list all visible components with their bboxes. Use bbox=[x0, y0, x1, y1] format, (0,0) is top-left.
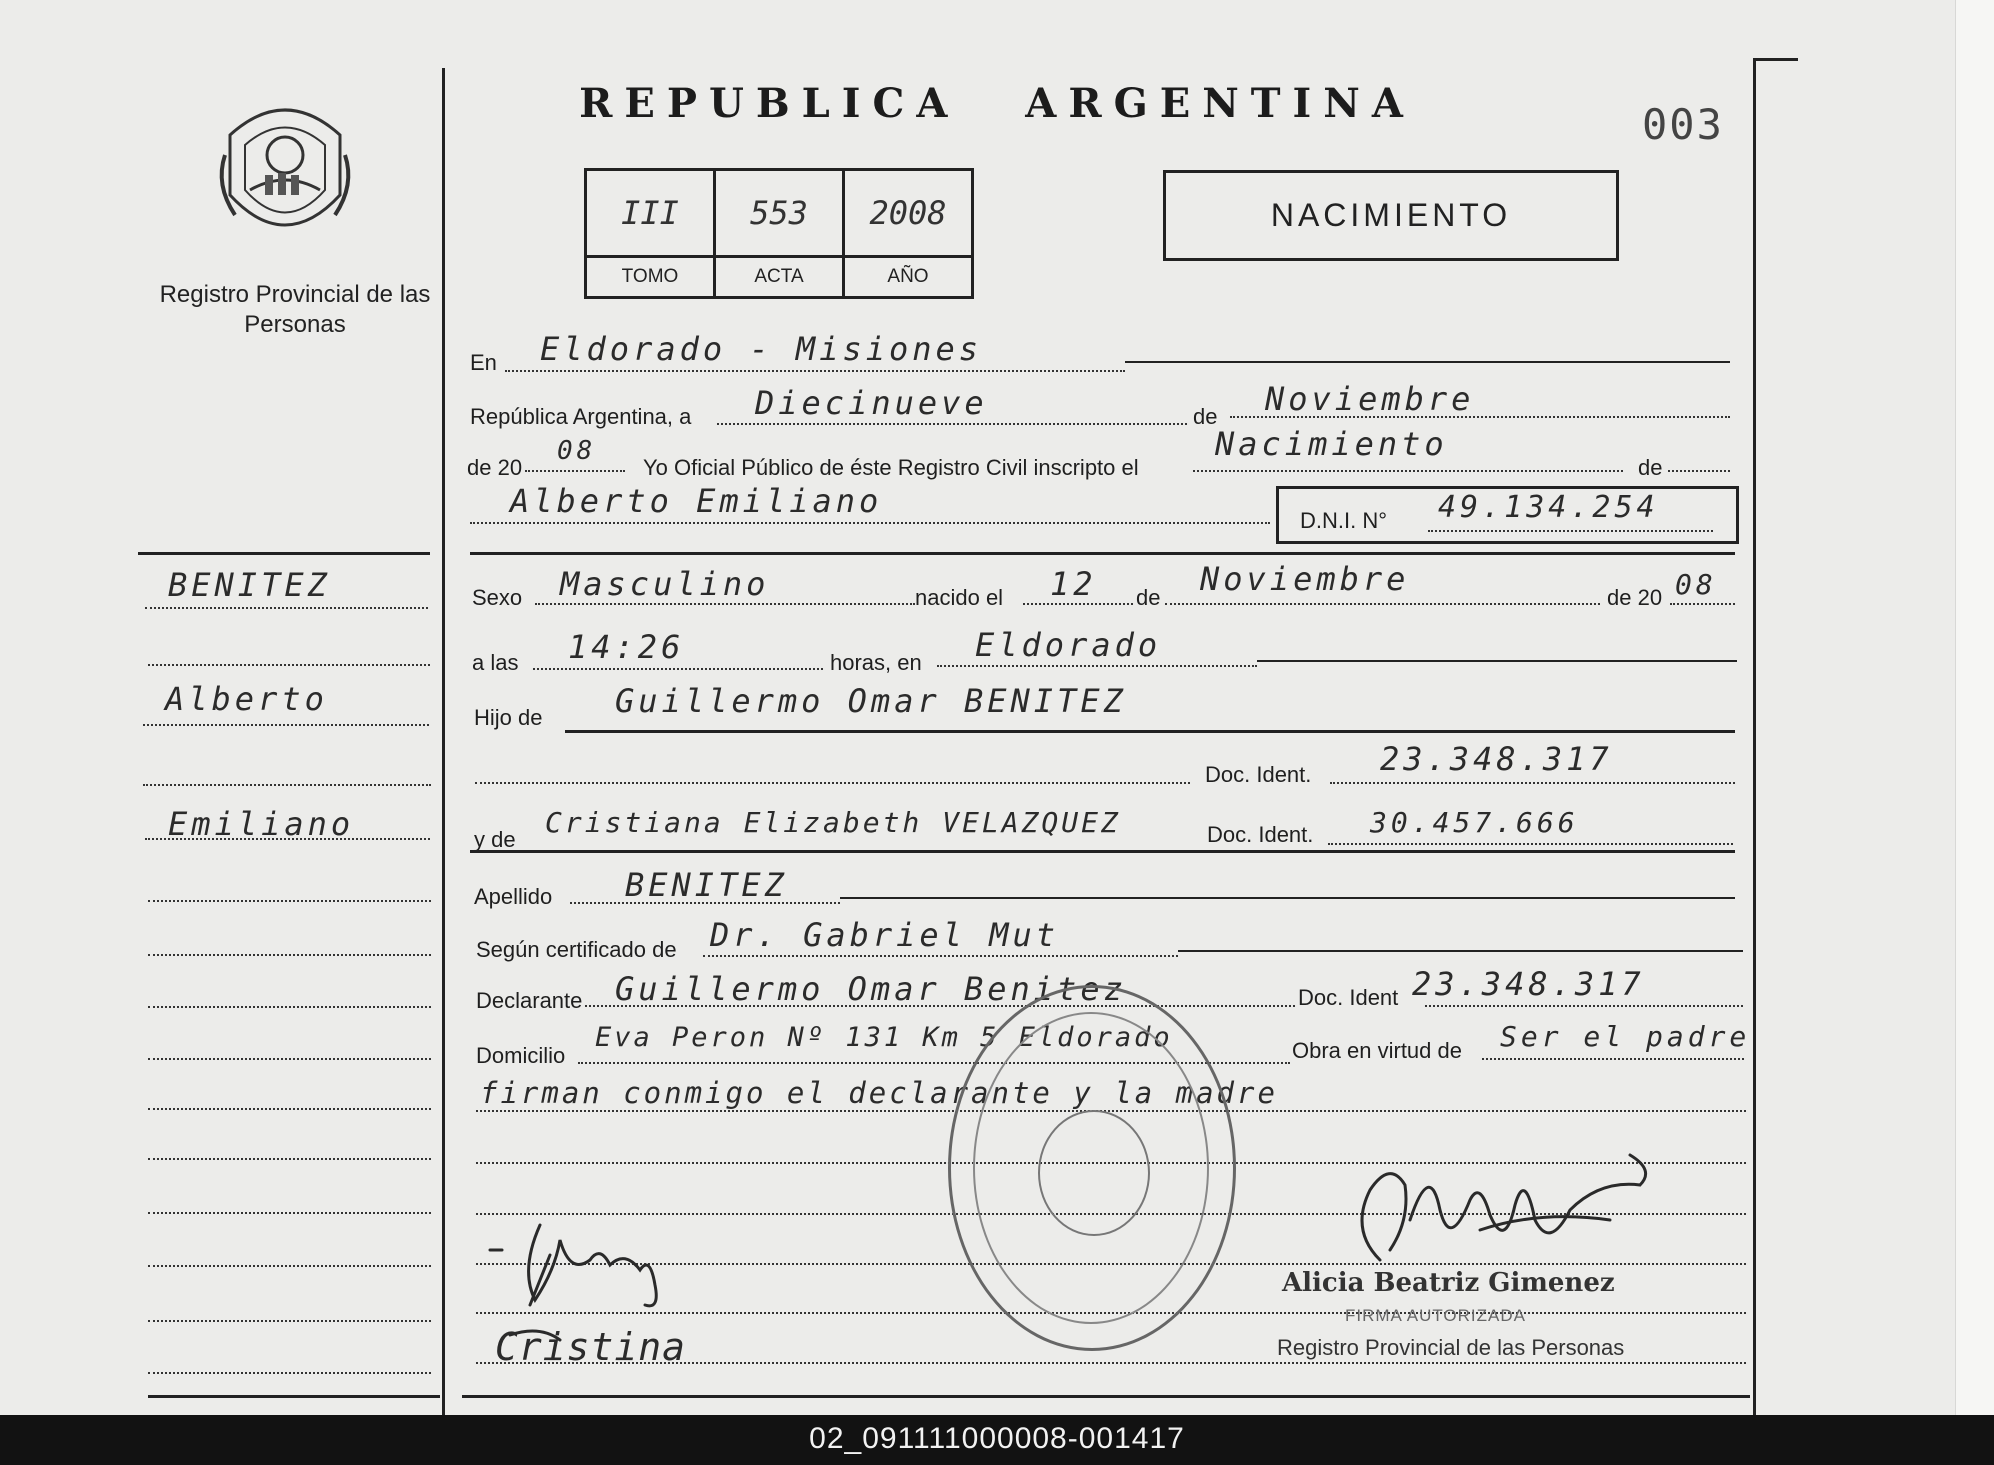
hand-declarante: Guillermo Omar Benitez bbox=[615, 970, 1127, 1008]
margin-line-5 bbox=[145, 838, 430, 840]
label-doc-ident-2: Doc. Ident. bbox=[1207, 822, 1314, 847]
hand-certificado: Dr. Gabriel Mut bbox=[710, 916, 1059, 954]
line-sexo bbox=[535, 603, 915, 605]
hand-madre: Cristiana Elizabeth VELAZQUEZ bbox=[545, 806, 1121, 839]
line-inscripcion bbox=[1193, 470, 1623, 472]
acta-reference-table bbox=[584, 168, 974, 299]
line-apellido-end bbox=[840, 897, 1735, 899]
line-mes-nac bbox=[1165, 603, 1600, 605]
margin-bottom-rule bbox=[148, 1395, 440, 1398]
label-de-20b: de 20 bbox=[1607, 585, 1663, 610]
line-madre bbox=[470, 850, 1735, 853]
hand-obra: Ser el padre bbox=[1500, 1020, 1751, 1053]
hand-doc-padre: 23.348.317 bbox=[1380, 740, 1613, 778]
line-obra bbox=[1482, 1058, 1744, 1060]
hand-lugar: Eldorado - Misiones bbox=[540, 330, 983, 368]
anio-value: 2008 bbox=[844, 170, 973, 257]
hand-dia-nac: 12 bbox=[1050, 565, 1097, 603]
hand-padre: Guillermo Omar BENITEZ bbox=[615, 682, 1127, 720]
hand-apellido: BENITEZ bbox=[625, 866, 788, 904]
form-bottom-rule bbox=[462, 1395, 1750, 1398]
label-hijo-de: Hijo de bbox=[474, 705, 543, 730]
label-de-3: de bbox=[1136, 585, 1161, 610]
hand-nota: firman conmigo el declarante y la madre bbox=[480, 1076, 1278, 1110]
title-word-2: ARGENTINA bbox=[1025, 80, 1415, 127]
margin-line-7 bbox=[148, 954, 431, 956]
margin-line-12 bbox=[148, 1212, 431, 1214]
margin-line-8 bbox=[148, 1006, 431, 1008]
header-rule bbox=[470, 552, 1735, 555]
margin-line-4 bbox=[143, 784, 431, 786]
line-lugar-nac bbox=[937, 665, 1257, 667]
margin-line-13 bbox=[148, 1265, 431, 1267]
official-role: FIRMA AUTORIZADA bbox=[1345, 1306, 1526, 1325]
label-republica: República Argentina, a bbox=[470, 404, 692, 429]
label-oficial: Yo Oficial Público de éste Registro Civil inscripto el bbox=[643, 455, 1139, 480]
line-certificado-end bbox=[1178, 950, 1743, 952]
sheet-number: 003 bbox=[1642, 100, 1724, 149]
margin-line-2 bbox=[148, 664, 430, 666]
label-nacido: nacido el bbox=[915, 585, 1004, 610]
margin-nombre-2: Emiliano bbox=[168, 805, 355, 843]
official-signature bbox=[1310, 1140, 1670, 1280]
official-name: Alicia Beatriz Gimenez bbox=[1282, 1268, 1615, 1298]
tomo-caption: TOMO bbox=[586, 257, 715, 298]
hand-inscripcion: Nacimiento bbox=[1215, 425, 1448, 463]
margin-divider bbox=[442, 68, 445, 1415]
hand-dia: Diecinueve bbox=[755, 384, 988, 422]
hand-mes-nac: Noviembre bbox=[1200, 560, 1410, 598]
hand-lugar-nac: Eldorado bbox=[975, 626, 1162, 664]
line-en-end bbox=[1125, 361, 1730, 363]
document-id: 02_091111000008-001417 bbox=[809, 1422, 1185, 1455]
line-dia-nac bbox=[1023, 603, 1133, 605]
registry-name: Registro Provincial de las Personas bbox=[159, 281, 431, 338]
title-word-1: REPUBLICA bbox=[579, 80, 960, 127]
label-de-2: de bbox=[1638, 455, 1663, 480]
hand-anio-nac: 08 bbox=[1675, 568, 1717, 601]
form-top-border bbox=[1753, 58, 1798, 61]
margin-header-rule bbox=[138, 552, 430, 555]
margin-line-14 bbox=[148, 1320, 431, 1322]
anio-caption: AÑO bbox=[844, 257, 973, 298]
label-a-las: a las bbox=[472, 650, 519, 675]
line-doc-declarante bbox=[1425, 1005, 1743, 1007]
margin-line-11 bbox=[148, 1158, 431, 1160]
label-y-de: y de bbox=[474, 827, 516, 852]
line-anio bbox=[525, 470, 625, 472]
line-en bbox=[505, 370, 1125, 372]
label-en: En bbox=[470, 350, 497, 375]
label-doc-ident-1: Doc. Ident. bbox=[1205, 762, 1312, 787]
margin-line-15 bbox=[148, 1372, 431, 1374]
hand-dni: 49.134.254 bbox=[1438, 490, 1659, 525]
margin-line-6 bbox=[148, 900, 431, 902]
line-nombre bbox=[470, 522, 1270, 524]
label-segun: Según certificado de bbox=[476, 937, 677, 962]
label-de-1: de bbox=[1193, 404, 1218, 429]
margin-line-1 bbox=[145, 607, 428, 609]
label-de-20: de 20 bbox=[467, 455, 523, 480]
act-type-box: NACIMIENTO bbox=[1163, 170, 1619, 261]
acta-caption: ACTA bbox=[715, 257, 844, 298]
line-anio-nac bbox=[1670, 603, 1735, 605]
label-doc-ident-3: Doc. Ident bbox=[1298, 985, 1399, 1010]
hand-sexo: Masculino bbox=[560, 565, 770, 603]
label-dni: D.N.I. N° bbox=[1300, 508, 1388, 533]
label-obra: Obra en virtud de bbox=[1292, 1038, 1462, 1063]
label-domicilio: Domicilio bbox=[476, 1043, 566, 1068]
margin-nombre-1: Alberto bbox=[165, 680, 328, 718]
acta-value: 553 bbox=[715, 170, 844, 257]
form-right-border bbox=[1753, 58, 1756, 1415]
line-doc-padre bbox=[1330, 782, 1735, 784]
hand-mes: Noviembre bbox=[1265, 380, 1475, 418]
page-edge bbox=[1955, 0, 1994, 1415]
tomo-value: III bbox=[586, 170, 715, 257]
line-certificado bbox=[703, 955, 1178, 957]
label-sexo: Sexo bbox=[472, 585, 523, 610]
hand-domicilio: Eva Peron Nº 131 Km 5 Eldorado bbox=[595, 1022, 1173, 1053]
stamp-emblem-icon bbox=[1038, 1110, 1150, 1236]
hand-hora: 14:26 bbox=[568, 628, 685, 666]
hand-doc-declarante: 23.348.317 bbox=[1412, 965, 1645, 1003]
margin-line-3 bbox=[143, 724, 429, 726]
mother-signature: Cristina bbox=[495, 1325, 687, 1369]
line-doc-madre bbox=[1328, 843, 1733, 845]
label-declarante: Declarante bbox=[476, 988, 583, 1013]
official-registry: Registro Provincial de las Personas bbox=[1277, 1335, 1625, 1360]
line-dni bbox=[1428, 530, 1713, 532]
hand-nombre-inscripto: Alberto Emiliano bbox=[510, 482, 883, 520]
line-padre-2 bbox=[475, 782, 1190, 784]
hand-doc-madre: 30.457.666 bbox=[1370, 806, 1579, 839]
line-dia bbox=[717, 423, 1187, 425]
line-lugar-nac-end bbox=[1257, 660, 1737, 662]
line-padre bbox=[565, 730, 1735, 733]
label-horas: horas, en bbox=[830, 650, 922, 675]
label-apellido: Apellido bbox=[474, 884, 553, 909]
margin-line-9 bbox=[148, 1058, 431, 1060]
line-de-2 bbox=[1668, 470, 1730, 472]
line-hora bbox=[533, 668, 823, 670]
hand-anio-suffix: 08 bbox=[557, 436, 597, 466]
margin-apellido: BENITEZ bbox=[168, 566, 331, 604]
margin-line-10 bbox=[148, 1108, 431, 1110]
